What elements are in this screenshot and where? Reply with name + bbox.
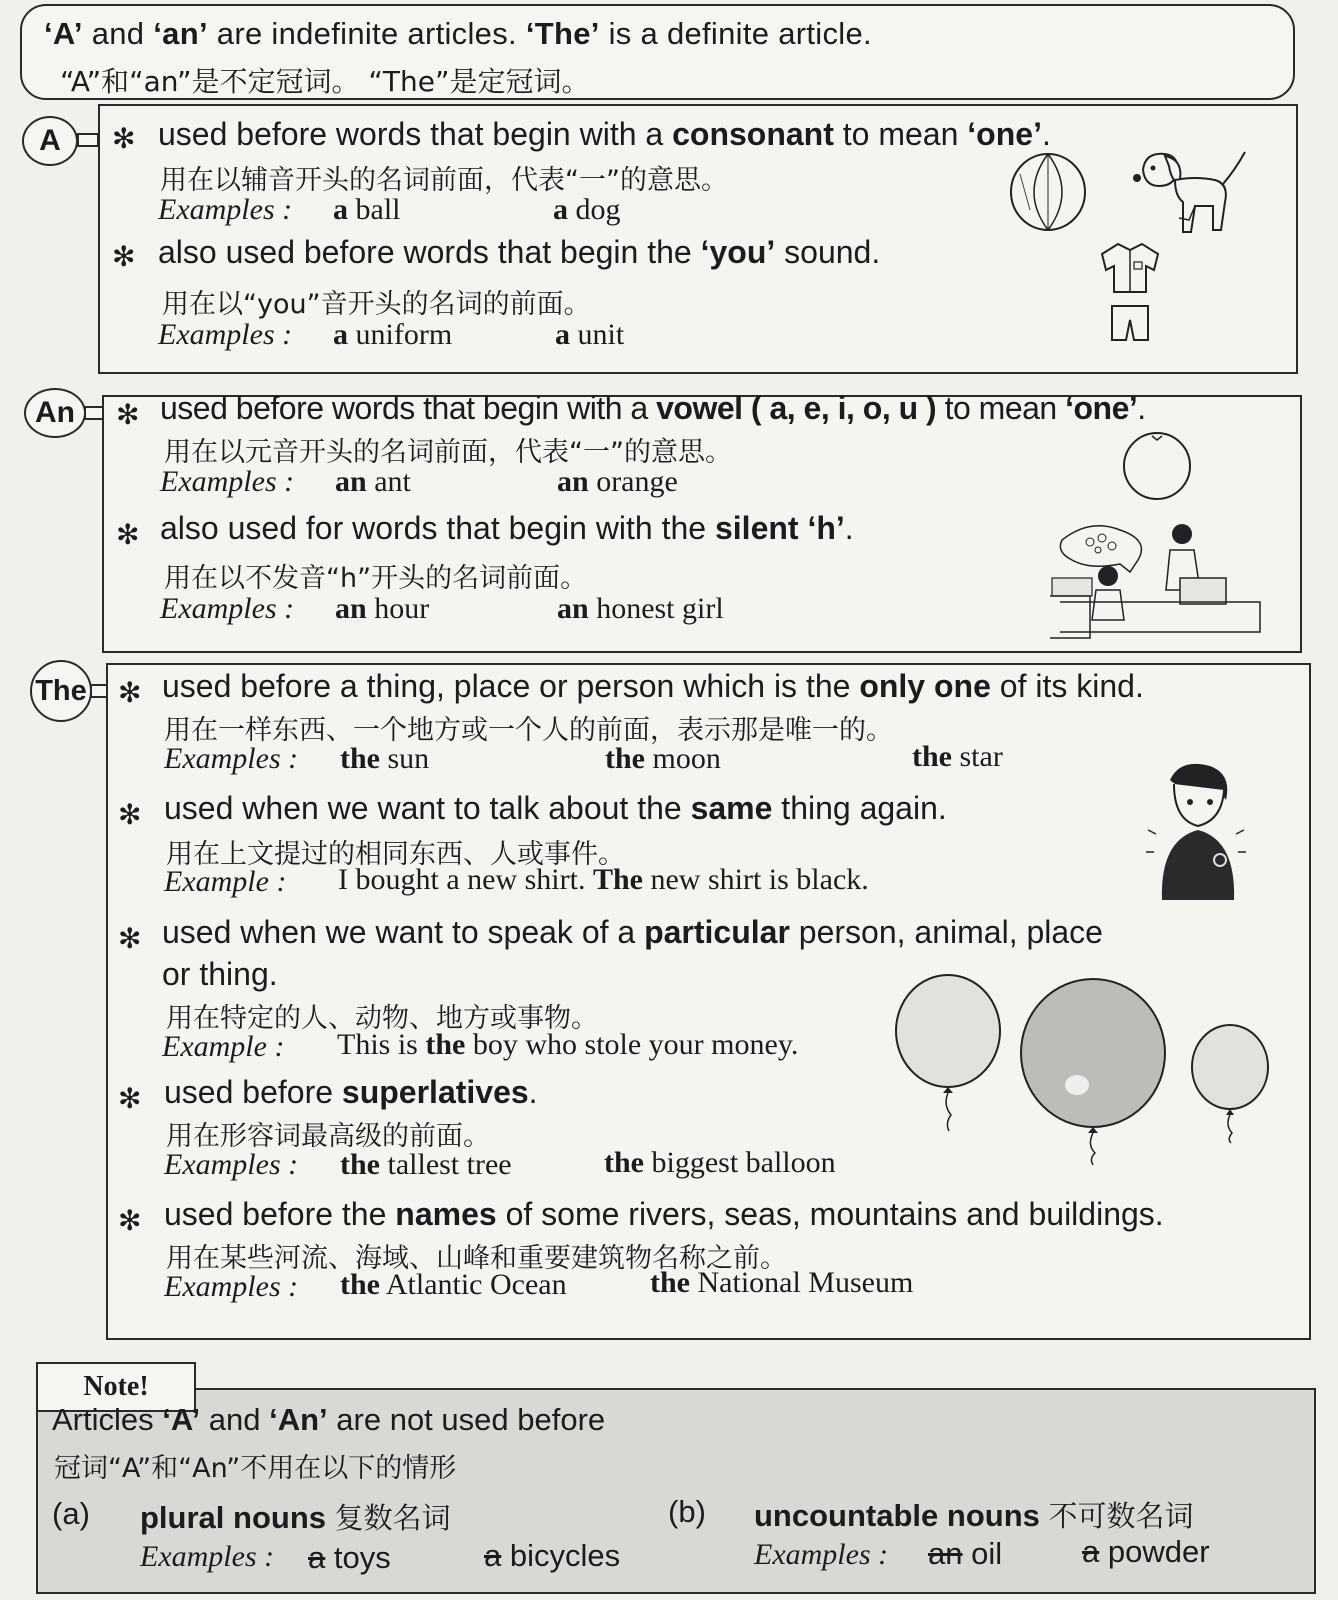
examples-label: Examples : <box>160 465 295 498</box>
examples-label: Examples : <box>140 1540 275 1573</box>
rule-text-continued: or thing. <box>162 956 278 992</box>
example-article: an <box>557 592 589 625</box>
example-article: The <box>592 863 643 896</box>
uniform-illustration <box>1100 240 1162 345</box>
keyword: ‘An’ <box>269 1402 328 1437</box>
rule-text-part: . <box>1041 116 1051 152</box>
example-item <box>912 740 1003 774</box>
example-label: Example : <box>162 1030 285 1063</box>
example-word: toys <box>333 1540 391 1575</box>
note-text-part: and <box>200 1402 270 1437</box>
example-article: a <box>333 193 348 226</box>
note-text-part: Articles <box>52 1402 163 1437</box>
example-line <box>164 865 286 899</box>
example-word: dog <box>575 193 621 226</box>
rule-text-part: used before a thing, place or person which is the <box>162 668 860 704</box>
rule-text <box>160 510 854 547</box>
badge-the: The <box>30 660 92 722</box>
example-article: the <box>340 1148 380 1181</box>
example-item <box>650 1266 913 1300</box>
crossed-article: an <box>928 1536 963 1571</box>
example-word: oil <box>971 1536 1003 1571</box>
note-item-marker: (a) <box>52 1496 90 1531</box>
note-text <box>52 1402 605 1438</box>
example-text: I bought a new shirt. <box>338 863 593 896</box>
example-line <box>162 1030 284 1064</box>
orange-illustration <box>1122 430 1194 502</box>
example-word: Atlantic Ocean <box>385 1268 567 1301</box>
asterisk-icon: ✻ <box>112 122 136 155</box>
keyword: particular <box>644 914 790 950</box>
header-text: and <box>82 16 154 51</box>
boy-illustration <box>1140 760 1250 910</box>
example-word: unit <box>577 318 625 351</box>
rule-text <box>162 668 1144 705</box>
note-text-part: are not used before <box>327 1402 606 1437</box>
examples-label: Examples : <box>158 318 293 351</box>
examples-line <box>140 1540 274 1574</box>
examples-line <box>164 1270 298 1304</box>
rule-text <box>164 1196 1164 1233</box>
example-article: the <box>340 1268 380 1301</box>
rule-text-part: used when we want to talk about the <box>164 790 691 826</box>
rule-text-part: to mean <box>936 390 1066 426</box>
balloons-illustration <box>895 975 1275 1165</box>
note-item-title <box>140 1496 451 1537</box>
example-article: a <box>555 318 570 351</box>
examples-label: Examples : <box>160 592 295 625</box>
rule-chinese: 用在以不发音“h”开头的名词前面。 <box>164 563 588 594</box>
example-article: the <box>912 740 952 773</box>
note-item-chinese: 不可数名词 <box>1048 1499 1194 1533</box>
example-text: boy who stole your money. <box>465 1028 799 1061</box>
keyword: uncountable nouns <box>754 1498 1040 1533</box>
example-item <box>340 1268 567 1302</box>
example-word: star <box>959 740 1003 773</box>
keyword: consonant <box>672 116 834 152</box>
example-article: the <box>604 1146 644 1179</box>
example-article: the <box>650 1266 690 1299</box>
rule-text <box>164 1074 538 1111</box>
asterisk-icon: ✻ <box>118 1082 142 1115</box>
keyword: names <box>395 1196 497 1232</box>
rule-text-part: person, animal, place <box>789 914 1103 950</box>
rule-text-part: of some rivers, seas, mountains and buildings. <box>496 1196 1164 1232</box>
asterisk-icon: ✻ <box>116 518 140 551</box>
rule-text-part: to mean <box>833 116 968 152</box>
examples-label: Examples : <box>158 193 293 226</box>
header-chinese: “A”和“an”是不定冠词。 “The”是定冠词。 <box>60 65 590 98</box>
example-text: new shirt is black. <box>642 863 869 896</box>
crossed-article: a <box>484 1538 502 1573</box>
example-item <box>553 193 621 227</box>
article-a-term: ‘A’ <box>44 16 83 51</box>
example-article: an <box>335 465 367 498</box>
keyword: vowel ( a, e, i, o, u ) <box>656 390 937 426</box>
example-item <box>928 1536 1002 1572</box>
example-word: hour <box>374 592 430 625</box>
examples-label: Examples : <box>164 742 299 775</box>
rule-text-part: used when we want to speak of a <box>162 914 645 950</box>
example-item <box>335 592 429 626</box>
keyword: same <box>690 790 773 826</box>
examples-line <box>158 318 292 352</box>
badge-a: A <box>22 116 78 166</box>
example-word: bicycles <box>509 1538 621 1573</box>
asterisk-icon: ✻ <box>118 922 142 955</box>
example-word: honest girl <box>596 592 724 625</box>
asterisk-icon: ✻ <box>112 240 136 273</box>
example-word: powder <box>1107 1534 1210 1569</box>
asterisk-icon: ✻ <box>118 676 142 709</box>
crossed-article: a <box>308 1540 326 1575</box>
example-article: a <box>333 318 348 351</box>
example-word: uniform <box>355 318 453 351</box>
shop-illustration <box>1050 520 1270 645</box>
keyword: plural nouns <box>140 1500 326 1535</box>
rule-text-part: . <box>1137 390 1146 426</box>
article-an-term: ‘an’ <box>153 16 208 51</box>
asterisk-icon: ✻ <box>116 398 140 431</box>
header-text: is a definite article. <box>599 16 872 51</box>
example-word: tallest tree <box>387 1148 512 1181</box>
example-sentence <box>337 1028 798 1062</box>
rule-chinese: 用在上文提过的相同东西、人或事件。 <box>166 839 625 870</box>
example-article: the <box>340 742 380 775</box>
rule-chinese: 用在一样东西、一个地方或一个人的前面，表示那是唯一的。 <box>164 715 893 746</box>
rule-text-part: also used before words that begin the <box>158 234 701 270</box>
examples-label: Examples : <box>164 1148 299 1181</box>
rule-text <box>162 914 1103 951</box>
crossed-article: a <box>1082 1534 1100 1569</box>
example-item <box>333 193 401 227</box>
example-word: orange <box>596 465 678 498</box>
example-word: moon <box>652 742 721 775</box>
example-word: ant <box>374 465 411 498</box>
rule-text-part: used before <box>164 1074 342 1110</box>
examples-label: Examples : <box>754 1538 889 1571</box>
rule-text <box>160 390 1146 427</box>
example-article: a <box>553 193 568 226</box>
rule-text-part: thing again. <box>772 790 947 826</box>
asterisk-icon: ✻ <box>118 1204 142 1237</box>
example-label: Example : <box>164 865 287 898</box>
example-article: the <box>425 1028 466 1061</box>
example-item <box>605 742 721 776</box>
note-tag: Note! <box>36 1362 196 1412</box>
example-item <box>604 1146 836 1180</box>
example-item <box>340 742 429 776</box>
keyword: only one <box>859 668 991 704</box>
badge-an: An <box>24 388 86 438</box>
rule-text-part: sound. <box>775 234 881 270</box>
examples-line <box>160 465 294 499</box>
keyword: ‘one’ <box>1065 390 1138 426</box>
example-text: This is <box>337 1028 426 1061</box>
rule-chinese: 用在形容词最高级的前面。 <box>166 1121 490 1152</box>
rule-chinese: 用在以元音开头的名词前面，代表“一”的意思。 <box>164 437 732 468</box>
examples-line <box>754 1538 888 1572</box>
examples-line <box>158 193 292 227</box>
rule-text-part: also used for words that begin with the <box>160 510 715 546</box>
ball-illustration <box>1010 150 1090 235</box>
example-item <box>557 465 678 499</box>
keyword: ‘A’ <box>162 1402 201 1437</box>
rule-text-part: used before the <box>164 1196 396 1232</box>
rule-text-part: . <box>844 510 854 546</box>
example-word: sun <box>387 742 430 775</box>
example-item <box>484 1538 620 1574</box>
example-item <box>557 592 724 626</box>
example-word: National Museum <box>697 1266 914 1299</box>
keyword: superlatives <box>341 1074 529 1110</box>
asterisk-icon: ✻ <box>118 798 142 831</box>
header-english <box>44 16 872 52</box>
examples-line <box>164 742 298 776</box>
examples-line <box>164 1148 298 1182</box>
example-article: an <box>557 465 589 498</box>
example-item <box>333 318 452 352</box>
example-word: ball <box>355 193 401 226</box>
rule-chinese: 用在以“you”音开头的名词的前面。 <box>162 289 591 320</box>
rule-text <box>158 234 880 271</box>
badge-connector <box>77 133 99 147</box>
rule-text-part: used before words that begin with a <box>160 390 657 426</box>
rule-chinese: 用在以辅音开头的名词前面，代表“一”的意思。 <box>160 165 728 196</box>
examples-label: Examples : <box>164 1270 299 1303</box>
examples-line <box>160 592 294 626</box>
rule-chinese: 用在某些河流、海域、山峰和重要建筑物名称之前。 <box>166 1243 787 1274</box>
example-item <box>555 318 624 352</box>
example-item <box>308 1540 391 1576</box>
keyword: silent ‘h’ <box>714 510 845 546</box>
note-chinese: 冠词“A”和“An”不用在以下的情形 <box>54 1453 457 1484</box>
rule-chinese: 用在特定的人、动物、地方或事物。 <box>166 1003 598 1034</box>
keyword: ‘you’ <box>700 234 776 270</box>
example-word: biggest balloon <box>651 1146 836 1179</box>
rule-text <box>164 790 947 827</box>
rule-text <box>158 116 1051 153</box>
example-article: the <box>605 742 645 775</box>
keyword: ‘one’ <box>967 116 1042 152</box>
header-box <box>20 4 1295 100</box>
dog-illustration <box>1125 140 1250 240</box>
example-item <box>1082 1534 1210 1570</box>
example-item <box>335 465 411 499</box>
article-the-term: ‘The’ <box>525 16 600 51</box>
note-item-chinese: 复数名词 <box>334 1501 451 1535</box>
rule-text-part: . <box>528 1074 538 1110</box>
note-item-title <box>754 1494 1194 1535</box>
note-item-marker: (b) <box>668 1494 706 1529</box>
example-item <box>340 1148 512 1182</box>
example-sentence <box>338 863 869 897</box>
rule-text-part: of its kind. <box>990 668 1144 704</box>
rule-text-part: used before words that begin with a <box>158 116 673 152</box>
header-text: are indefinite articles. <box>207 16 526 51</box>
example-article: an <box>335 592 367 625</box>
